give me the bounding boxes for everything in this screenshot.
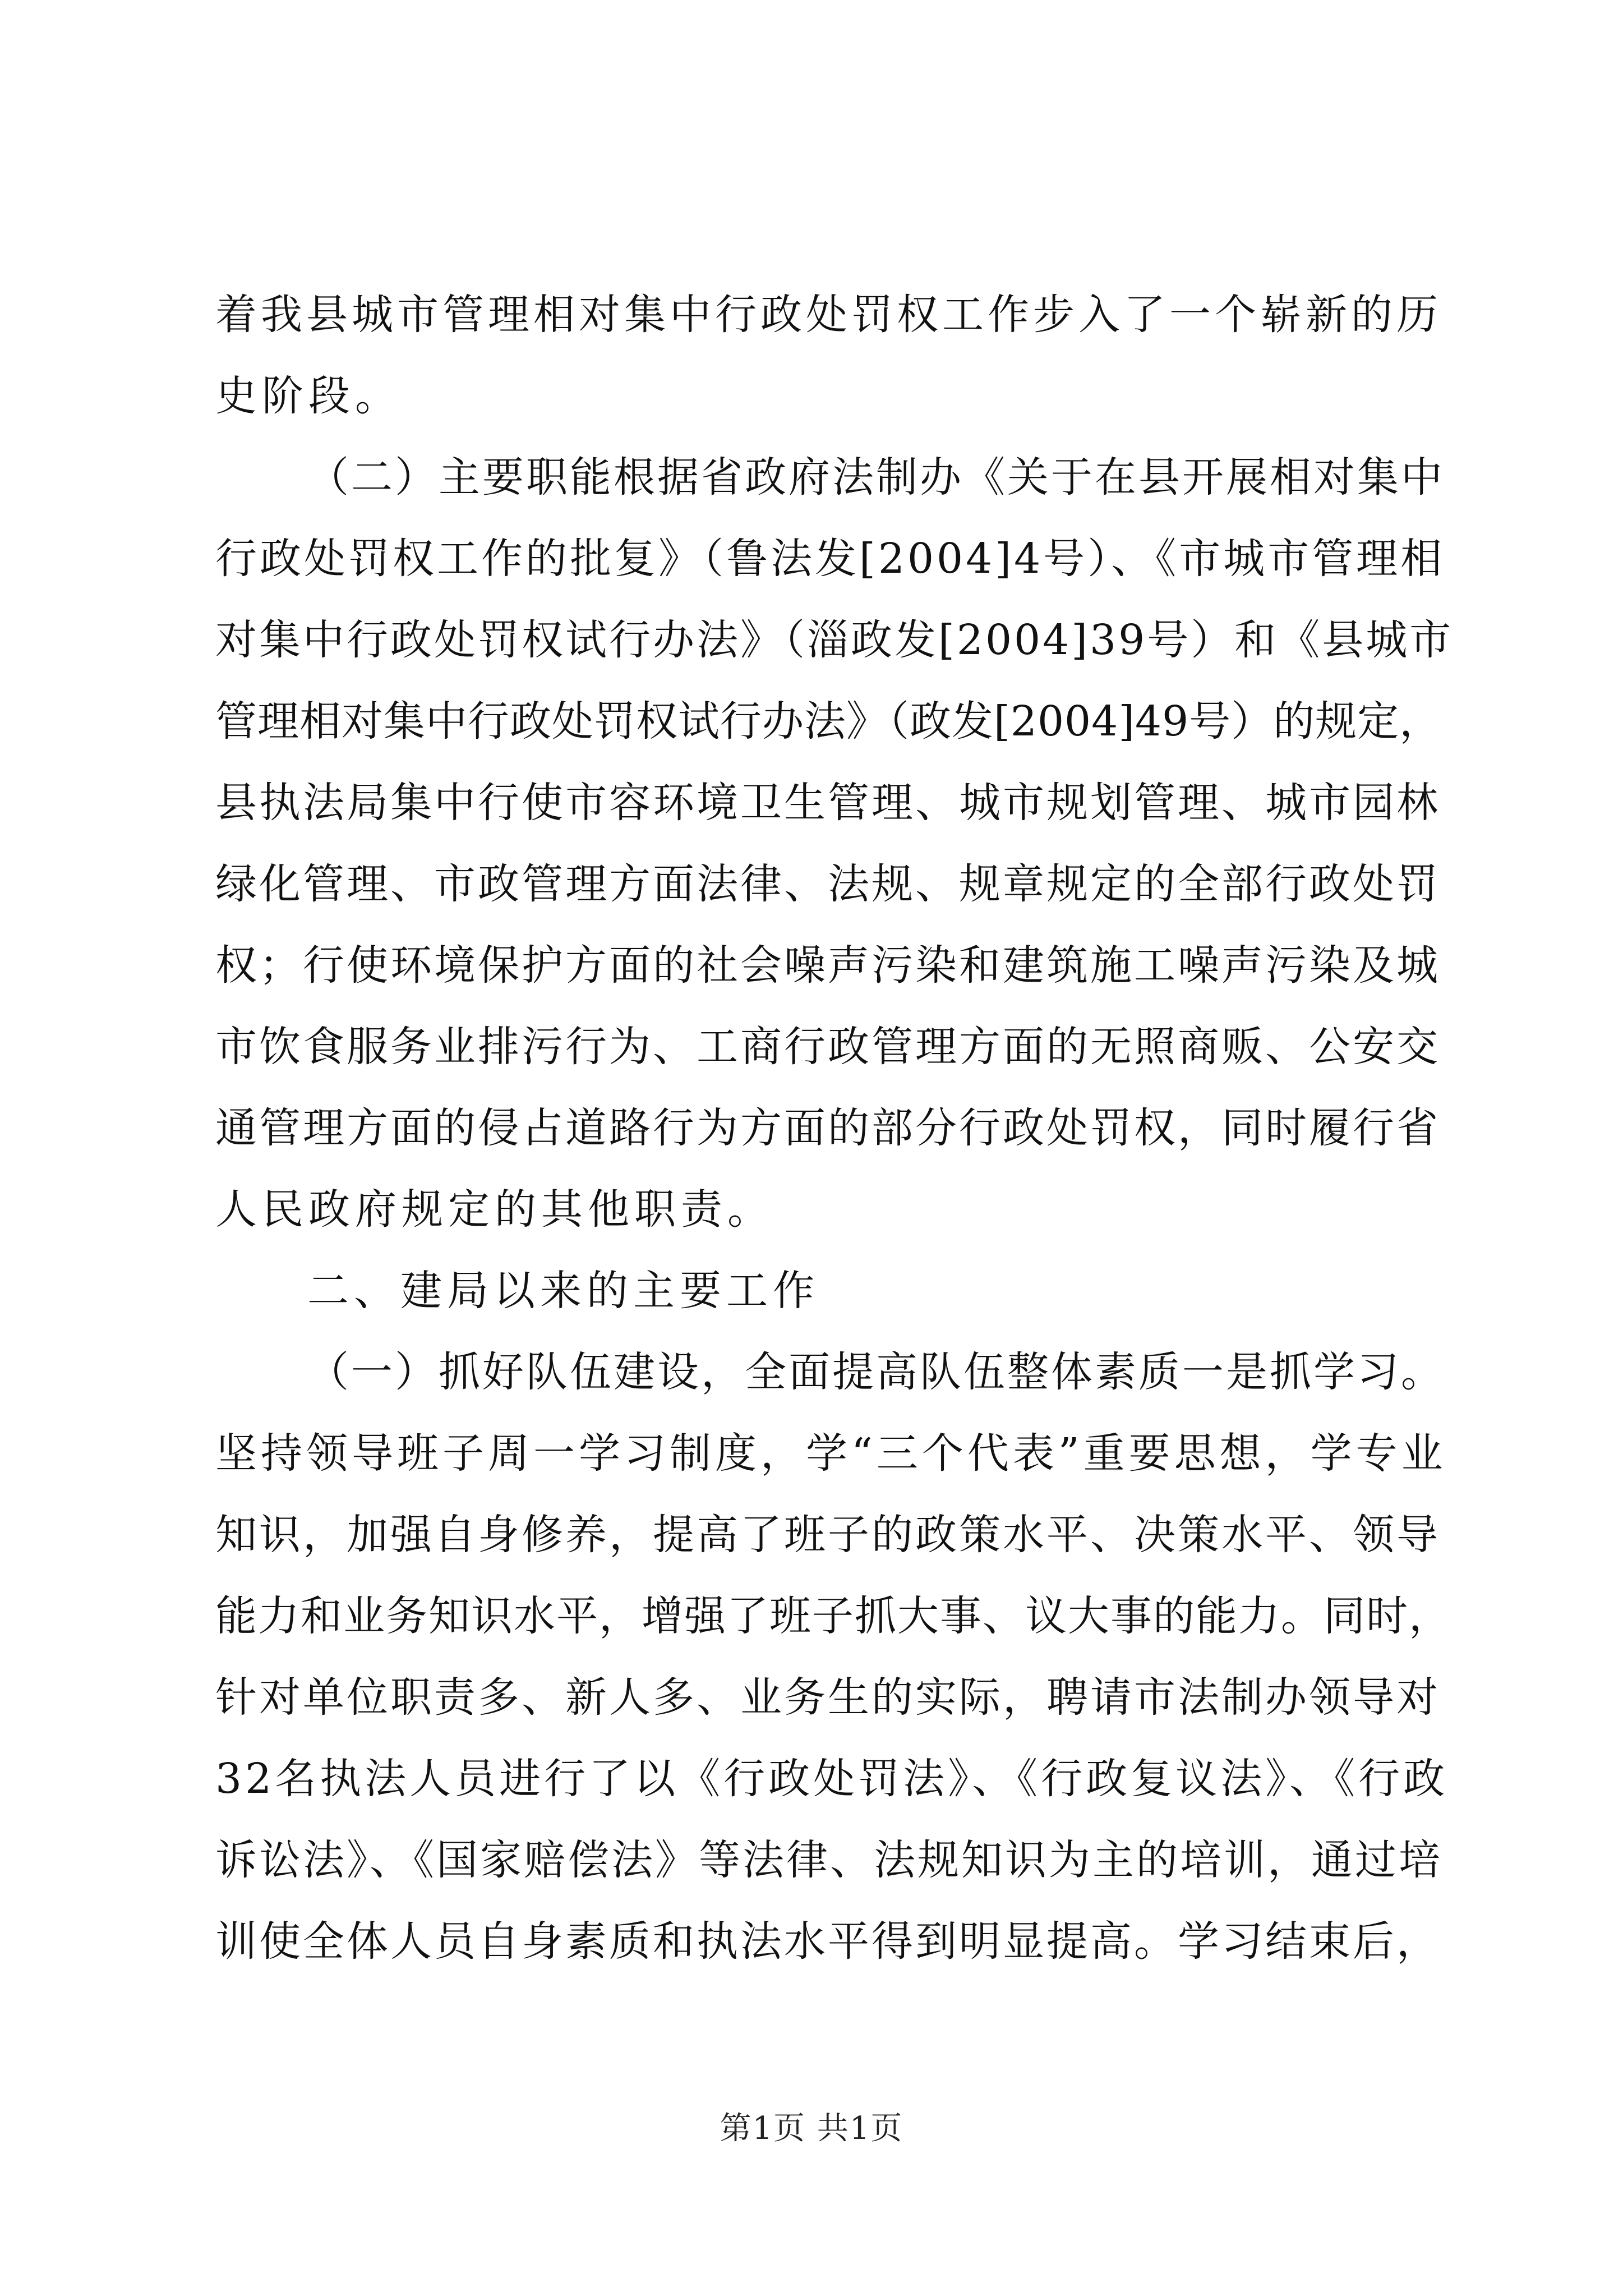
section-heading-line: （一）抓好队伍建设，全面提高队伍整体素质一是抓学习。: [307, 1348, 1445, 1396]
section-heading-line: 二、建局以来的主要工作: [307, 1267, 819, 1315]
text-line: 行政处罚权工作的批复》（鲁法发[2004]4号）、《市城市管理相: [215, 535, 1445, 583]
text-line: 训使全体人员自身素质和执法水平得到明显提高。学习结束后，: [215, 1917, 1440, 1966]
text-line: 着我县城市管理相对集中行政处罚权工作步入了一个崭新的历: [215, 291, 1442, 339]
text-line: 32名执法人员进行了以《行政处罚法》、《行政复议法》、《行政: [215, 1755, 1449, 1803]
text-line: 知识，加强自身修养，提高了班子的政策水平、决策水平、领导: [215, 1511, 1440, 1559]
text-line: 绿化管理、市政管理方面法律、法规、规章规定的全部行政处罚: [215, 860, 1440, 908]
text-line: 针对单位职责多、新人多、业务生的实际，聘请市法制办领导对: [215, 1673, 1440, 1722]
text-line: 史阶段。: [215, 372, 402, 420]
section-heading-line: （二）主要职能根据省政府法制办《关于在县开展相对集中: [307, 453, 1445, 501]
text-line: 通管理方面的侵占道路行为方面的部分行政处罚权，同时履行省: [215, 1104, 1440, 1152]
text-line: 能力和业务知识水平，增强了班子抓大事、议大事的能力。同时，: [215, 1592, 1451, 1640]
text-line: 市饮食服务业排污行为、工商行政管理方面的无照商贩、公安交: [215, 1023, 1440, 1071]
page-number-footer: 第1页 共1页: [720, 2110, 903, 2147]
text-line: 县执法局集中行使市容环境卫生管理、城市规划管理、城市园林: [215, 779, 1440, 827]
text-line: 对集中行政处罚权试行办法》（淄政发[2004]39号）和《县城市: [215, 616, 1454, 664]
text-line: 管理相对集中行政处罚权试行办法》（政发[2004]49号）的规定，: [215, 697, 1442, 746]
text-line: 诉讼法》、《国家赔偿法》等法律、法规知识为主的培训，通过培: [215, 1836, 1442, 1884]
text-line: 权；行使环境保护方面的社会噪声污染和建筑施工噪声污染及城: [215, 941, 1440, 990]
text-line: 人民政府规定的其他职责。: [215, 1185, 774, 1234]
text-line: 坚持领导班子周一学习制度，学“三个代表”重要思想，学专业: [215, 1429, 1447, 1478]
